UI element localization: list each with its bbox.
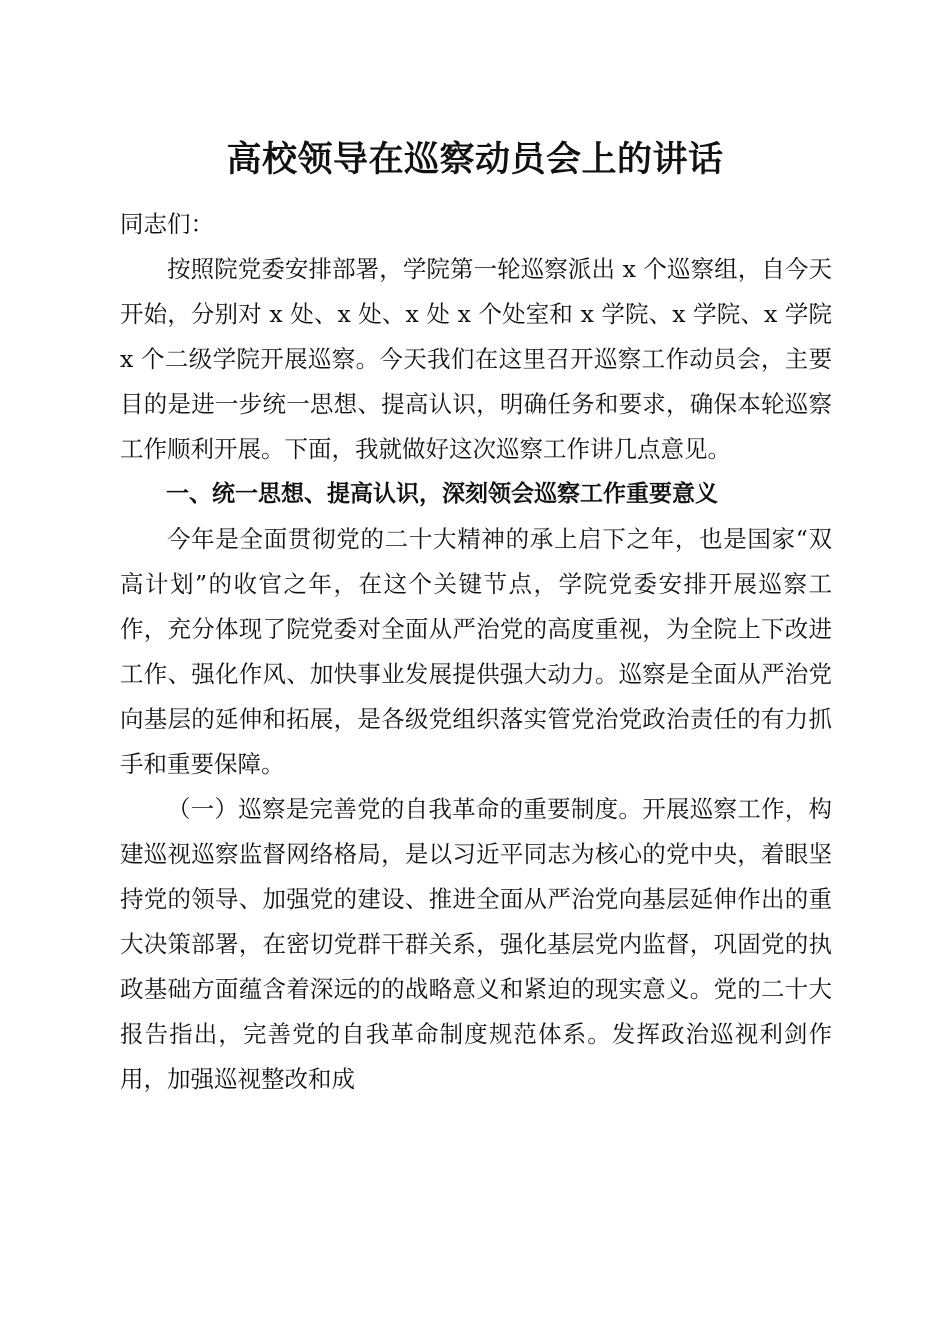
paragraph-subsection-1 [120, 787, 832, 1102]
greeting: 同志们： [120, 210, 214, 238]
document-body [120, 202, 832, 1102]
section-heading-1: 一、统一思想、提高认识，深刻领会巡察工作重要意义 [166, 481, 718, 507]
subsection-heading-1: （一）巡察是完善党的自我革命的重要制度。 [167, 795, 643, 823]
page-title: 高校领导在巡察动员会上的讲话 [226, 139, 724, 180]
paragraph-intro: 按照院党委安排部署，学院第一轮巡察派出 x 个巡察组，自今天开始，分别对 x 处、x 处、x 处 x 个处室和 x 学院、x 学院、x 学院 x 个二级学院开展巡察。今天我们在这里召开巡察工作动员会，主要目的是进一步统一思想、提高认识，明确任务和要求，确保本轮巡察工作顺利开展。下面，我就做好这次巡察工作讲几点意见。 [120, 255, 832, 463]
subsection-body-1: 开展巡察工作，构建巡视巡察监督网络格局，是以习近平同志为核心的党中央，着眼坚持党的领导、加强党的建设、推进全面从严治党向基层延伸作出的重大决策部署，在密切党群干群关系，强化基层党内监督，巩固党的执政基础方面蕴含着深远的的战略意义和紧迫的现实意义。党的二十大报告指出，完善党的自我革命制度规范体系。发挥政治巡视利剑作用，加强巡视整改和成 [120, 795, 833, 1093]
paragraph-section-1: 今年是全面贯彻党的二十大精神的承上启下之年，也是国家“双高计划”的收官之年，在这个关键节点，学院党委安排开展巡察工作，充分体现了院党委对全面从严治党的高度重视，为全院上下改进工作、强化作风、加快事业发展提供强大动力。巡察是全面从严治党向基层的延伸和拓展，是各级党组织落实管党治党政治责任的有力抓手和重要保障。 [120, 525, 832, 778]
